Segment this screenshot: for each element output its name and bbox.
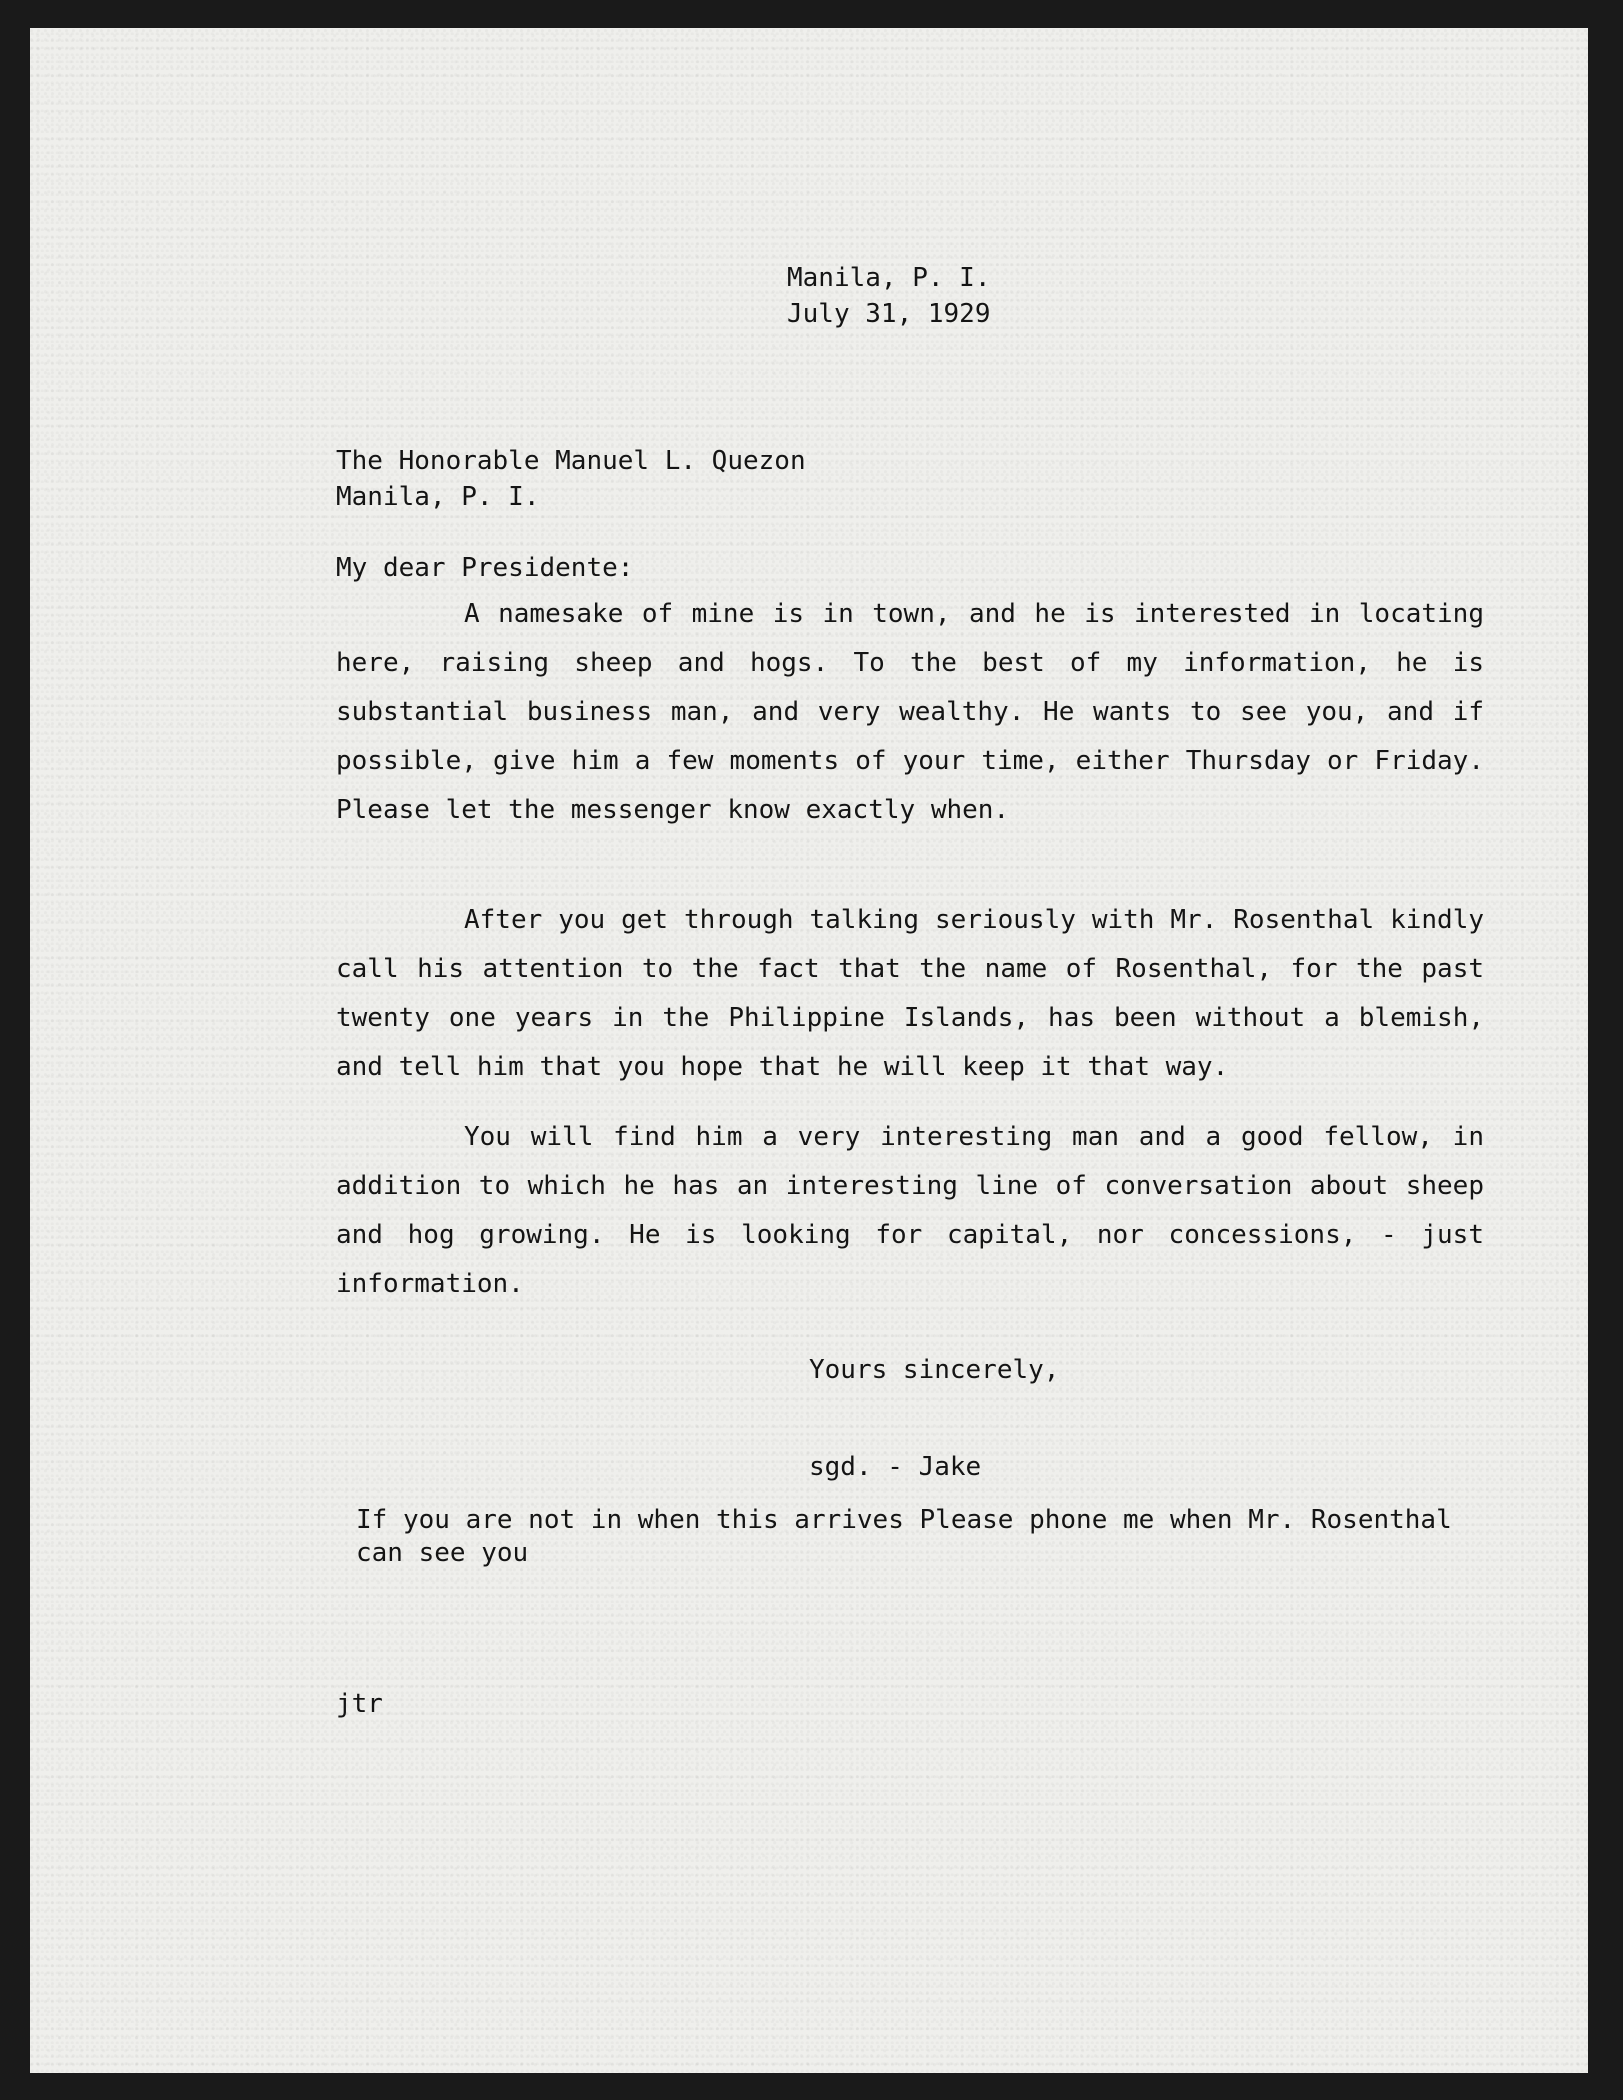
paragraph-3: You will find him a very interesting man and a good fellow, in addition to which he has an interesting line of conversation about sheep and hog growing. He is looking for capital, nor concessions, - just information.: [336, 1122, 1484, 1299]
letter-body: [30, 28, 1588, 2073]
paragraph-1: A namesake of mine is in town, and he is interested in locating here, raising sheep and hogs. To the best of my information, he is substantial business man, and very wealthy. He wants to see you, and if possible, give him a few moments of your time, either Thursday or Friday. Please let the messenger know exactly when.: [336, 599, 1484, 825]
typist-initials: jtr: [336, 1689, 383, 1719]
letter-place: Manila, P. I.: [787, 263, 991, 293]
closing: Yours sincerely,: [809, 1355, 1060, 1385]
letter-page: [30, 28, 1588, 2073]
recipient-city: Manila, P. I.: [336, 482, 540, 512]
salutation: My dear Presidente:: [336, 553, 634, 583]
letter-date: July 31, 1929: [787, 299, 991, 329]
recipient-name: The Honorable Manuel L. Quezon: [336, 446, 806, 476]
postscript: If you are not in when this arrives Please phone me when Mr. Rosenthal can see you: [356, 1505, 1452, 1568]
paragraph-2: After you get through talking seriously with Mr. Rosenthal kindly call his attention to the fact that the name of Rosenthal, for the past twenty one years in the Philippine Islands, has been without a blemish, and tell him that you hope that he will keep it that way.: [336, 905, 1484, 1082]
signature: sgd. - Jake: [809, 1452, 982, 1482]
